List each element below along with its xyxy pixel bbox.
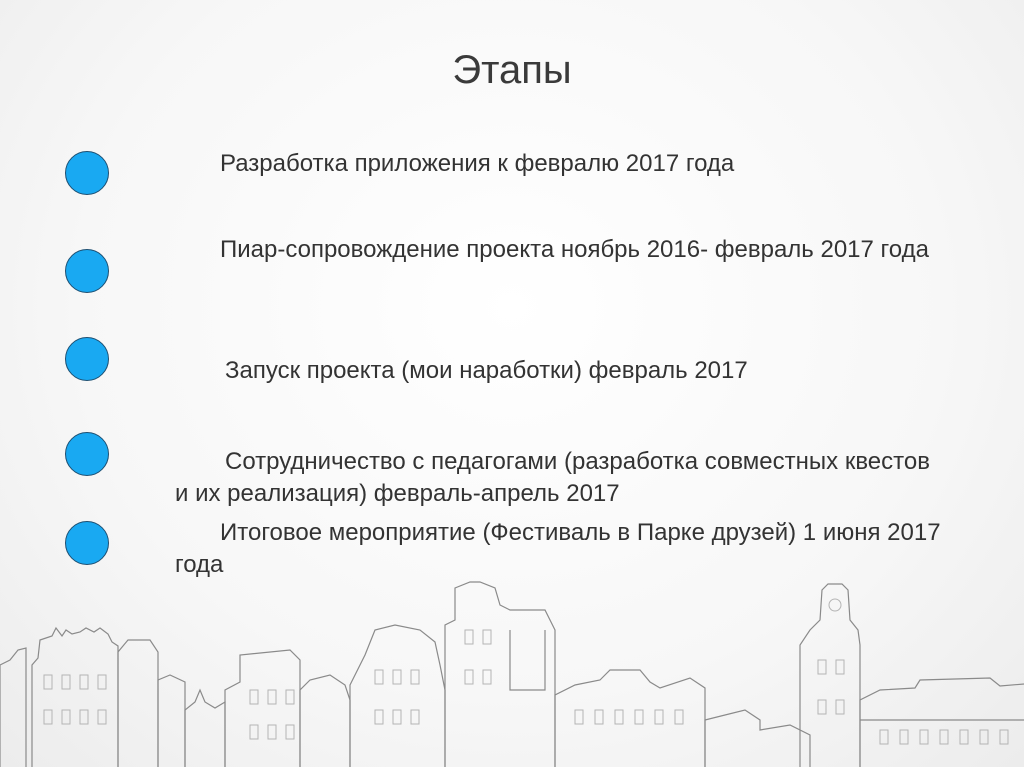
stage-bullet-icon <box>65 521 109 565</box>
stage-item: Сотрудничество с педагогами (разработка совместных квестов и их реализация) февраль-апрель 2017 <box>175 448 930 507</box>
stage-bullet-icon <box>65 249 109 293</box>
stage-bullet-icon <box>65 337 109 381</box>
city-skyline-icon <box>0 570 1024 767</box>
stage-item: Разработка приложения к февралю 2017 года <box>220 150 735 177</box>
stage-item: Пиар-сопровождение проекта ноябрь 2016- февраль 2017 года <box>220 236 929 263</box>
slide-title: Этапы <box>452 48 572 92</box>
stage-item: Итоговое мероприятие (Фестиваль в Парке друзей) 1 июня 2017 года <box>175 519 941 578</box>
stage-item: Запуск проекта (мои наработки) февраль 2017 <box>225 357 748 384</box>
stage-bullet-icon <box>65 151 109 195</box>
stage-bullet-icon <box>65 432 109 476</box>
